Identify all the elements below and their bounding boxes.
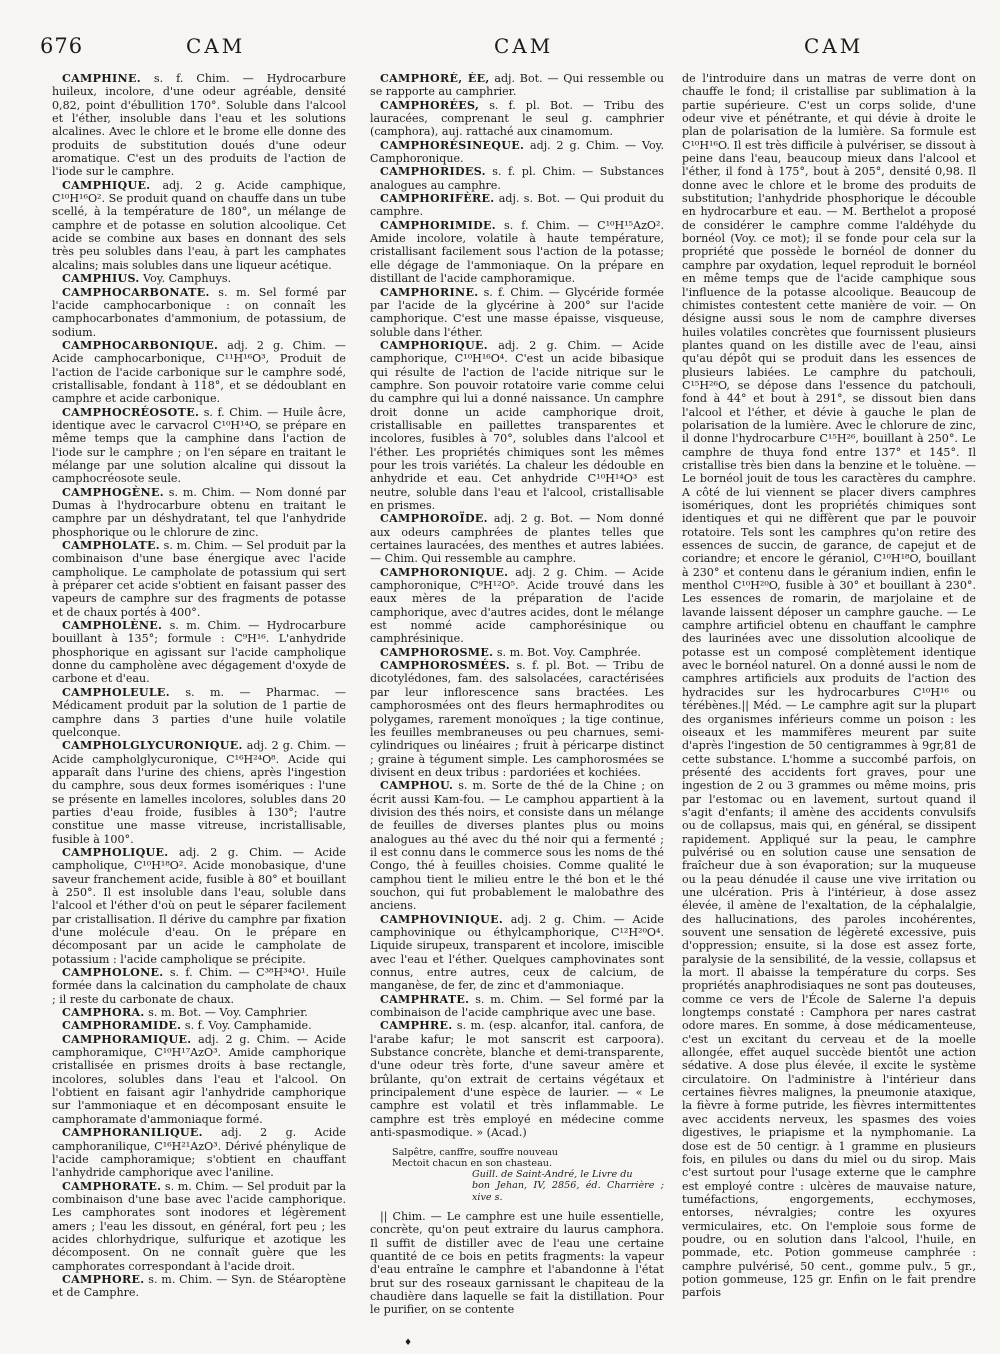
- entry-definition: s. f. Voy. Camphamide.: [181, 1019, 312, 1033]
- entry-headword: CAMPHINE.: [62, 72, 141, 85]
- dictionary-entry: [370, 72, 664, 99]
- dictionary-entry: [52, 846, 346, 966]
- entry-headword: CAMPHOGÈNE.: [62, 485, 164, 499]
- page-header: [0, 30, 1000, 70]
- dictionary-entry: [370, 913, 664, 993]
- dictionary-entry: [370, 139, 664, 166]
- entry-headword: CAMPHIQUE.: [62, 178, 151, 192]
- entry-definition: s. f. pl. Chim. — Substances analogues au camphre.: [370, 165, 664, 192]
- entry-headword: CAMPHORAMIDE.: [62, 1019, 182, 1033]
- entry-headword: CAMPHOVINIQUE.: [380, 912, 503, 926]
- entry-definition: s. m. Chim. — Hydrocarbure bouillant à 135°; formule : C⁹H¹⁶. L'anhydride phosphorique en agissant sur l'acide campholique donne du campholène avec dégagement d'oxyde de carbone et d'eau.: [52, 619, 346, 686]
- dictionary-entry: [370, 512, 664, 565]
- dictionary-entry: [52, 272, 346, 285]
- dictionary-entry: [370, 219, 664, 286]
- dictionary-entry: [52, 966, 346, 1006]
- entry-headword: CAMPHORIFÈRE.: [380, 192, 495, 206]
- dictionary-entry: [370, 566, 664, 646]
- entry-headword: CAMPHORIDES.: [380, 165, 486, 179]
- dictionary-entry: [52, 179, 346, 272]
- dictionary-entry: [370, 659, 664, 779]
- dictionary-entry: [52, 406, 346, 486]
- entry-headword: CAMPHOCARBONIQUE.: [62, 338, 219, 352]
- dictionary-entry: [52, 1006, 346, 1019]
- entry-headword: CAMPHOLONE.: [62, 966, 164, 980]
- dictionary-entry: [370, 192, 664, 219]
- entry-continuation: de l'introduire dans un matras de verre dont on chauffe le fond; il cristallise par sublimation à la partie supérieure. C'est un corps solide, d'une odeur vive et pénétrante, et qui dévie à droite le plan de polarisation de la lumière. Sa formule est C¹⁰H¹⁶O. Il est très difficile à pulvériser, se dissout à peine dans l'eau, beaucoup mieux dans l'alcool et l'éther, il fond à 175°, bout à 205°, densité 0,98. Il donne avec le chlore et le brome des produits de substitution; l'anhydride phosphorique le découble en hydrocarbure et eau. — M. Berthelot a proposé de considérer le camphre comme l'aldéhyde du bornéol (Voy. ce mot); il se fonde pour cela sur la propriété que possède le bornéol de donner du camphre par oxydation, lequel reproduit le bornéol en même temps que de l'acide camphique sous l'influence de la potasse alcoolique. Beaucoup de chimistes contestent cette manière de voir. — On désigne aussi sous le nom de camphre diverses huiles volatiles concrètes que fournissent plusieurs plantes quand on les distille avec de l'eau, ainsi qu'au dépôt qui se produit dans les essences de plusieurs labiées. Le camphre du patchouli, C¹⁵H²⁶O, se dépose dans l'essence du patchouli, fond à 44° et bout à 291°, se dissout bien dans l'alcool et l'éther, et dévie à gauche le plan de polarisation de la lumière. Avec le chlorure de zinc, il donne l'hydrocarbure C¹⁵H²⁶, bouillant à 250°. Le camphre de thuya fond entre 137° et 145°. Il cristallise très bien dans la benzine et le toluène. — Le bornéol jouit de tous les caractères du camphre. A côté de lui viennent se placer divers camphres isomériques, dont les propriétés chimiques sont identiques et qui ne diffèrent que par le pouvoir rotatoire. Tels sont les camphres qu'on retire des essences de succin, de garance, de capejut et de coriandre; et encore le géraniol, C¹⁰H¹⁸O, bouillant à 230° et contenu dans le géranium indien, enfin le menthol C¹⁰H²⁰O, fusible à 30° et bouillant à 230°. Les essences de romarin, de marjolaine et de lavande laissent déposer un camphre gauche. — Le camphre artificiel obtenu en chauffant le camphre des laurinées avec une dissolution alcoolique de potasse est un composé complètement identique avec le bornéol naturel. On a donné aussi le nom de camphres artificiels aux produits de l'action des hydracides sur les hydrocarbures C¹⁰H¹⁶ ou térébènes.|| Méd. — Le camphre agit sur la plupart des organismes inférieurs comme un poison : les oiseaux et les mammifères meurent par suite d'après l'ingestion de 50 centigrammes à 9gr,81 de cette substance. L'homme a succombé parfois, on présenté des accidents fort graves, pour une ingestion de 2 ou 3 grammes ou même moins, pris par l'estomac ou en lavement, surtout quand il s'agit d'enfants; il amène des accidents convulsifs ou de collapsus, mais qui, en général, se dissipent rapidement. Appliqué sur la peau, le camphre pulvérisé ou en solution cause une sensation de fraîcheur due à son évaporation; sur la muqueuse ou la peau dénudée il cause une vive irritation ou une ulcération. Pris à l'intérieur, à dose assez élevée, il amène de l'exaltation, de la céphalalgie, des hallucinations, des paroles incohérentes, souvent une sensation de légèreté excessive, puis d'oppression; ensuite, si la dose est assez forte, paralysie de la sensibilité, de la vessie, collapsus et la mort. Il abaisse la température du corps. Ses propriétés anaphrodisiaques ne sont pas douteuses, comme ce vers de l'École de Salerne l'a depuis longtemps constaté : Camphora per nares castrat odore mares. En somme, à dose médicamenteuse, c'est un excitant du cerveau et de la moelle allongée, effet auquel succède bientôt une action sédative. A dose plus élevée, il excite le système circulatoire. On l'administre à l'intérieur dans certaines fièvres malignes, la pneumonie ataxique, la fièvre à forme putride, les fièvres intermittentes avec accidents nerveux, les spasmes des voies digestives, le priapisme et la nymphomanie. La dose est de 50 centigr. à 1 gramme en plusieurs fois, en pilules ou dans du miel ou du sirop. Mais c'est surtout pour l'usage externe que le camphre est employé contre : ulcères de mauvaise nature, tuméfactions, engorgements, ecchymoses, entorses, névralgies; contre les oxyures vermiculaires, etc. On l'emploie sous forme de poudre, ou en solution dans l'alcool, l'huile, en pommade, etc. Potion gommeuse camphrée : camphre pulvérisé, 50 cent., gomme pulv., 5 gr., potion gommeuse, 125 gr. Enfin on le fait prendre parfois: [682, 72, 976, 1300]
- column-left: [52, 72, 346, 1327]
- entry-headword: CAMPHOROSME.: [380, 645, 494, 659]
- entry-definition: s. f. Chim. — C³⁸H³⁴O¹. Huile formée dans la calcination du campholate de chaux ; il reste du carbonate de chaux.: [52, 966, 346, 1006]
- entry-headword: CAMPHOLGLYCURONIQUE.: [62, 739, 243, 753]
- entry-headword: CAMPHORÉSINEQUE.: [380, 138, 525, 152]
- entry-definition: s. m. Chim. — Syn. de Stéaroptène et de Camphre.: [52, 1272, 346, 1300]
- entry-headword: CAMPHOROSMÉES.: [380, 659, 510, 673]
- entry-definition: s. m. Chim. — Sel formé par la combinaison de l'acide camphrique avec une base.: [370, 992, 664, 1020]
- verse-quotation: [392, 1147, 664, 1203]
- entry-headword: CAMPHOROÏDE.: [380, 512, 488, 526]
- entry-definition: adj. 2 g. Acide camphoranilique, C¹⁶H²¹AzO³. Dérivé phénylique de l'acide camphoramique; s'obtient en chauffant l'anhydride camphorique avec l'aniline.: [52, 1126, 346, 1180]
- entry-definition: adj. s. Bot. — Qui produit du camphre.: [370, 192, 664, 219]
- entry-headword: CAMPHORIQUE.: [380, 338, 488, 352]
- entry-headword: CAMPHORATE.: [62, 1179, 162, 1193]
- dictionary-entry: [370, 99, 664, 139]
- entry-headword: CAMPHORA.: [62, 1006, 145, 1020]
- entry-definition: adj. 2 g. Chim. — Acide camphorique, C¹⁰H¹⁶O⁴. C'est un acide bibasique qui résulte de l'action de l'acide nitrique sur le camphre. Son pouvoir rotatoire varie comme celui du camphre qui lui a donné naissance. Un camphre droit donne un acide camphorique droit, cristallisable en paillettes transparentes et incolores, fusibles à 70°, solubles dans l'alcool et l'éther. Les propriétés chimiques sont les mêmes pour les trois variétés. La chaleur les dédouble en anhydride et eau. Cet anhydride C¹⁰H¹⁴O³ est neutre, soluble dans l'eau et l'alcool, cristallisable en prismes.: [370, 338, 664, 512]
- entry-headword: CAMPHOCARBONATE.: [62, 285, 210, 299]
- entry-definition: adj. 2 g. Chim. — Voy. Camphoronique.: [370, 138, 664, 166]
- entry-headword: CAMPHOLÈNE.: [62, 619, 163, 633]
- running-head-center: CAM: [494, 34, 554, 58]
- dictionary-entry: [52, 286, 346, 339]
- text-columns: [52, 72, 980, 1330]
- dictionary-entry: [370, 339, 664, 512]
- entry-headword: CAMPHOLIQUE.: [62, 845, 169, 859]
- dictionary-entry: [52, 539, 346, 619]
- entry-definition: s. m. Sorte de thé de la Chine ; on écrit aussi Kam-fou. — Le camphou appartient à la division des thés noirs, et consiste dans un mélange de feuilles de diverses plantes plus ou moins analogues au thé avec du thé noir qui a fermenté ; il est connu dans le commerce sous les noms de thé Congo, thé à feuilles choisies. Comme qualité le camphou tient le milieu entre le thé bon et le thé souchon, qui fut probablement le malobathre des anciens.: [370, 779, 664, 913]
- entry-headword: CAMPHORIMIDE.: [380, 218, 496, 232]
- entry-definition: s. m. Chim. — Sel produit par la combinaison d'une base énergique avec l'acide campholique. Le campholate de potassium qui sert à préparer cet acide s'obtient en faisant passer des vapeurs de camphre sur des fragments de potasse et de chaux portés à 400°.: [52, 539, 346, 619]
- entry-definition: s. f. pl. Bot. — Tribu de dicotylédones, fam. des salsolacées, caractérisées par leur inflorescence sans bractées. Les camphorosmées ont des fleurs hermaphrodites ou polygames, rarement monoïques ; la tige continue, les feuilles membraneuses ou peu charnues, semi-cylindriques ou linéaires ; fruit à péricarpe distinct ; graine à tégument simple. Les camphorosmées se divisent en deux tribus : pardoriées et kochiées.: [370, 659, 664, 779]
- running-head-right: CAM: [804, 34, 864, 58]
- entry-definition: s. f. Chim. — Glycéride formée par l'acide de la glycérine à 200° sur l'acide camphorique. C'est une masse épaisse, visqueuse, soluble dans l'éther.: [370, 285, 664, 339]
- entry-definition: s. m. — Pharmac. — Médicament produit par la solution de 1 partie de camphre dans 3 parties d'une huile volatile quelconque.: [52, 685, 346, 739]
- dictionary-entry: [52, 1126, 346, 1179]
- entry-headword: CAMPHORONIQUE.: [380, 565, 509, 579]
- entry-definition: s. f. Chim. — Huile âcre, identique avec le carvacrol C¹⁰H¹⁴O, se prépare en même temps que la camphine dans l'action de l'iode sur le camphre ; on l'en sépare en traitant le mélange par une solution alcaline qui dissout la camphocréosote seule.: [52, 405, 346, 486]
- entry-headword: CAMPHORAMIQUE.: [62, 1032, 192, 1046]
- entry-definition: s. m. Bot. — Voy. Camphrier.: [144, 1006, 308, 1020]
- entry-headword: CAMPHORE.: [62, 1272, 145, 1286]
- entry-definition: adj. Bot. — Qui ressemble ou se rapporte au camphrier.: [370, 72, 664, 99]
- entry-headword: CAMPHOLEULE.: [62, 685, 170, 699]
- dictionary-entry: [52, 486, 346, 539]
- entry-definition: adj. 2 g. Chim. — Acide camphovinique ou éthylcamphorique, C¹²H²⁰O⁴. Liquide sirupeux, transparent et incolore, imiscible avec l'eau et l'éther. Quelques camphovinates sont connus, entre autres, ceux de calcium, de manganèse, de fer, de zinc et d'ammoniaque.: [370, 912, 664, 993]
- dictionary-entry: [52, 339, 346, 406]
- quote-source: Guill. de Saint-André, le Livre du: [472, 1169, 633, 1181]
- dictionary-entry: [52, 1033, 346, 1126]
- dictionary-entry: [370, 1019, 664, 1139]
- entry-headword: CAMPHIUS.: [62, 272, 140, 286]
- entry-definition: adj. 2 g. Acide camphique, C¹⁰H¹⁶O². Se produit quand on chauffe dans un tube scellé, à la température de 180°, un mélange de camphre et de potasse en solution alcoolique. Cet acide se combine aux bases en donnant des sels très peu solubles dans l'eau, à part les camphates alcalins; mais solubles dans une liqueur acétique.: [52, 178, 346, 272]
- entry-definition: Voy. Camphuys.: [139, 272, 232, 286]
- quote-source: bon Jehan, IV, 2856, éd. Charrière ; xive s.: [472, 1180, 664, 1203]
- entry-definition: s. m. (esp. alcanfor, ital. canfora, de l'arabe kafur; le mot sanscrit est carpoora). Substance concrète, blanche et demi-transparente, d'une odeur très forte, d'une saveur amère et brûlante, qu'on extrait de certains végétaux et principalement d'une espèce de laurier. — « Le camphre est volatil et très inflammable. Le camphre est très employé en médecine comme anti-spasmodique. » (Acad.): [370, 1019, 664, 1140]
- dictionary-entry: [52, 686, 346, 739]
- page-number: 676: [40, 34, 84, 58]
- running-head-left: CAM: [186, 34, 246, 58]
- dictionary-entry: [52, 739, 346, 846]
- entry-definition: adj. 2 g. Bot. — Nom donné aux odeurs camphrées de plantes telles que certaines lauracées, des menthes et autres labiées. — Chim. Qui ressemble au camphre.: [370, 512, 664, 566]
- entry-continuation: || Chim. — Le camphre est une huile essentielle, concrète, qu'on peut extraire du laurus camphora. Il suffit de distiller avec de l'eau une certaine quantité de ce bois en petits fragments: la vapeur d'eau entraîne le camphre et l'abandonne à l'état brut sur des roseaux garnissant le chapiteau de la chaudière dans laquelle se fait la distillation. Pour le purifier, on se contente: [370, 1209, 664, 1317]
- quote-line: Mectoit chacun en son chasteau.: [392, 1157, 553, 1169]
- entry-headword: CAMPHORÉ, ÉE,: [380, 72, 490, 85]
- entry-definition: adj. 2 g. Chim. — Acide campholique, C¹⁰H¹⁸O². Acide monobasique, d'une saveur franchement acide, fusible à 80° et bouillant à 250°. Il est insoluble dans l'eau, soluble dans l'alcool et l'éther d'où on peut le séparer facilement par cristallisation. Il dérive du camphre par fixation d'une molécule d'eau. On le prépare en décomposant par un acide le campholate de potassium : l'acide campholique se précipite.: [52, 845, 346, 966]
- entry-headword: CAMPHORINE.: [380, 285, 479, 299]
- entry-definition: s. f. Chim. — Hydrocarbure huileux, incolore, d'une odeur agréable, densité 0,82, point d'ébullition 170°. Soluble dans l'alcool et l'éther, insoluble dans l'eau et les solutions alcalines. Avec le chlore et le brome elle donne des produits de substitution doués d'une odeur aromatique. C'est un des produits de l'action de l'iode sur le camphre.: [52, 72, 346, 179]
- entry-definition: adj. 2 g. Chim. — Acide camphoronique, C⁹H¹²O⁵. Acide trouvé dans les eaux mères de la préparation de l'acide camphorique, avec d'autres acides, dont le mélange est nommé acide camphorésinique ou camphrésinique.: [370, 565, 664, 646]
- entry-definition: adj. 2 g. Chim. — Acide campholglycuronique, C¹⁶H²⁴O⁸. Acide qui apparaît dans l'urine des chiens, après l'ingestion du camphre, sous deux formes isomériques : l'une se présente en lamelles incolores, solubles dans 20 parties d'eau froide, fusibles à 130°; l'autre constitue une masse vitreuse, incristallisable, fusible à 100°.: [52, 739, 346, 846]
- dictionary-entry: [52, 72, 346, 179]
- entry-definition: s. m. Bot. Voy. Camphrée.: [493, 645, 641, 659]
- dictionary-entry: [52, 1019, 346, 1032]
- dictionary-entry: [370, 286, 664, 339]
- entry-definition: adj. 2 g. Chim. — Acide camphoramique, C¹⁰H¹⁷AzO³. Amide camphorique cristallisée en prismes droits à base rectangle, incolores, solubles dans l'eau et l'alcool. On l'obtient en faisant agir l'anhydride camphorique sur l'ammoniaque et en décomposant ensuite le camphoramate d'ammoniaque formé.: [52, 1032, 346, 1126]
- entry-headword: CAMPHRATE.: [380, 992, 470, 1006]
- dictionary-entry: [370, 993, 664, 1020]
- entry-definition: s. m. Chim. — Sel produit par la combinaison d'une base avec l'acide camphorique. Les camphorates sont inodores et légèrement amers ; l'eau les dissout, en général, fort peu ; les acides chlorhydrique, sulfurique et azotique les décomposent. On ne connaît guère que les camphorates correspondant à l'acide droit.: [52, 1179, 346, 1273]
- entry-headword: CAMPHOLATE.: [62, 539, 160, 553]
- entry-definition: s. f. Chim. — C¹⁰H¹⁵AzO². Amide incolore, volatile à haute température, cristallisant facilement sous l'action de la potasse; elle dégage de l'ammoniaque. On la prépare en distillant de l'acide camphoramique.: [370, 218, 664, 286]
- entry-headword: CAMPHORANILIQUE.: [62, 1126, 203, 1140]
- dictionary-entry: [52, 1180, 346, 1273]
- entry-definition: s. m. Sel formé par l'acide camphocarbonique : on connaît les camphocarbonates d'ammonium, de potassium, de sodium.: [52, 285, 346, 339]
- entry-headword: CAMPHRE.: [380, 1019, 453, 1033]
- entry-definition: adj. 2 g. Chim. — Acide camphocarbonique, C¹¹H¹⁶O³, Produit de l'action de l'acide carbonique sur le camphre sodé, cristallisable, fondant à 118°, et se dédoublant en camphre et acide carbonique.: [52, 338, 346, 406]
- entry-definition: s. f. pl. Bot. — Tribu des lauracées, comprenant le seul g. camphrier (camphora), auj. rattaché aux cinamomum.: [370, 98, 664, 139]
- quote-line: Salpêtre, canffre, souffre nouveau: [392, 1146, 558, 1158]
- dictionary-entry: [370, 646, 664, 659]
- entry-headword: CAMPHOCRÉOSOTE.: [62, 405, 200, 419]
- footer-ornament: ♦: [404, 1338, 413, 1348]
- entry-definition: s. m. Chim. — Nom donné par Dumas à l'hydrocarbure obtenu en traitant le camphre par un déshydratant, tel que l'anhydride phosphorique ou le chlorure de zinc.: [52, 485, 346, 539]
- dictionary-entry: [370, 779, 664, 912]
- dictionary-entry: [370, 165, 664, 192]
- dictionary-entry: [52, 619, 346, 686]
- entry-headword: CAMPHOU.: [380, 779, 454, 793]
- entry-headword: CAMPHORÉES,: [380, 98, 480, 112]
- column-right: [682, 72, 976, 1327]
- column-middle: [370, 72, 664, 1327]
- dictionary-entry: [52, 1273, 346, 1300]
